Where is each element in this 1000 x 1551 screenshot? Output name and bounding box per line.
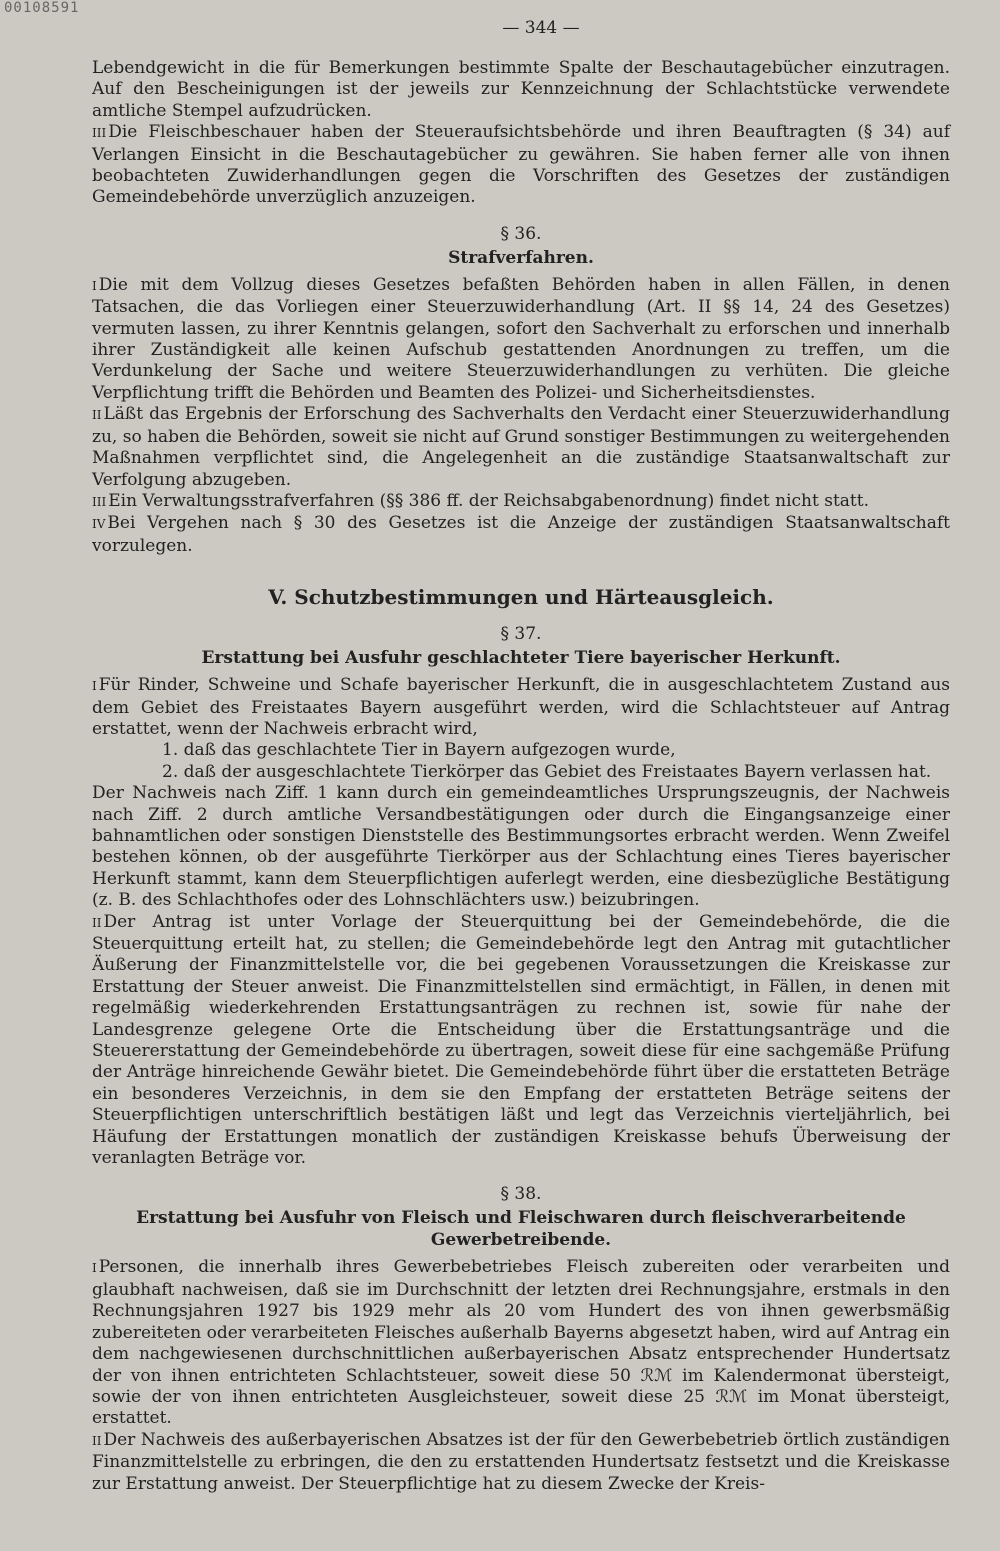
paragraph-roman-numeral: II	[92, 1433, 102, 1448]
paragraph	[92, 783, 950, 911]
paragraph-roman-numeral: II	[92, 408, 102, 423]
paragraph	[92, 404, 950, 491]
paragraph-text: 1. daß das geschlachtete Tier in Bayern aufgezogen wurde,	[162, 740, 676, 761]
paragraph	[92, 1430, 950, 1495]
paragraph	[92, 491, 950, 513]
paragraph-text: Der Antrag ist unter Vorlage der Steuerquittung bei der Gemeindebehörde, die die Steuerquittung erteilt hat, zu stellen; die Gemeindebehörde legt den Antrag mit gutachtlicher Äußerung der Finanzmittelstelle vor, die bei gegebenen Voraussetzungen die Kreiskasse zur Erstattung der Steuer anweist. Die Finanzmittelstellen sind ermächtigt, in Fällen, in denen mit regelmäßig wiederkehrenden Erstattungsanträgen zu rechnen ist, sowie für nahe der Landesgrenze gelegene Orte die Entscheidung über die Erstattungsanträge und die Steuererstattung der Gemeindebehörde zu übertragen, soweit diese für eine sachgemäße Prüfung der Anträge hinreichende Gewähr bietet. Die Gemeindebehörde führt über die erstatteten Beträge ein besonderes Verzeichnis, in dem sie den Empfang der erstatteten Beträge seitens der Steuerpflichtigen unterschriftlich bestätigen läßt und legt das Verzeichnis vierteljährlich, bei Häufung der Erstattungen monatlich der zuständigen Kreiskasse behufs Überweisung der veranlagten Beträge vor.	[92, 911, 950, 1169]
chapter-heading	[92, 585, 950, 609]
section-heading	[92, 647, 950, 669]
section-heading	[92, 1207, 950, 1251]
paragraph-text: Bei Vergehen nach § 30 des Gesetzes ist die Anzeige der zuständigen Staatsanwaltschaft vorzulegen.	[92, 513, 950, 556]
paragraph-roman-numeral: III	[92, 494, 107, 509]
paragraph-text: § 36.	[500, 223, 542, 244]
list-item	[92, 762, 950, 783]
paragraph-text: Ein Verwaltungsstrafverfahren (§§ 386 ff. der Reichsabgabenordnung) findet nicht statt.	[108, 490, 869, 511]
paragraph-text: § 37.	[500, 624, 542, 645]
paragraph-text: § 38.	[500, 1184, 542, 1205]
paragraph	[92, 675, 950, 740]
paragraph-text: 2. daß der ausgeschlachtete Tierkörper das Gebiet des Freistaates Bayern verlassen hat.	[162, 761, 932, 782]
paragraph-text: Für Rinder, Schweine und Schafe bayerischer Herkunft, die in ausgeschlachtetem Zustand aus dem Gebiet des Freistaates Bayern ausgeführt werden, wird die Schlachtsteuer auf Antrag erstattet, wenn der Nachweis erbracht wird,	[92, 675, 950, 739]
paragraph	[92, 513, 950, 557]
paragraph	[92, 275, 950, 404]
list-item	[92, 740, 950, 761]
paragraph-roman-numeral: I	[92, 679, 97, 694]
section-number	[92, 1183, 950, 1205]
archive-stamp: 00108591	[4, 0, 80, 16]
page-number: — 344 —	[502, 18, 580, 38]
paragraph-text: Läßt das Ergebnis der Erforschung des Sachverhalts den Verdacht einer Steuerzuwiderhandlung zu, so haben die Behörden, soweit sie nicht auf Grund sonstiger Bestimmungen zu weitergehenden Maßnahmen verpflichtet sind, die Angelegenheit an die zuständige Staatsanwaltschaft zur Verfolgung abzugeben.	[92, 404, 950, 490]
paragraph-text: Der Nachweis nach Ziff. 1 kann durch ein gemeindeamtliches Ursprungszeugnis, der Nachweis nach Ziff. 2 durch amtliche Versandbestätigungen oder durch die Eingangsanzeige einer bahnamtlichen oder sonstigen Dienststelle des Bestimmungsortes erbracht werden. Wenn Zweifel bestehen können, ob der ausgeführte Tierkörper aus der Schlachtung eines Tieres bayerischer Herkunft stammt, kann dem Steuerpflichtigen auferlegt werden, eine diesbezügliche Bestätigung (z. B. des Schlachthofes oder des Lohnschlächters usw.) beizubringen.	[92, 783, 950, 911]
paragraph-text: Lebendgewicht in die für Bemerkungen bestimmte Spalte der Beschautagebücher einzutragen. Auf den Bescheinigungen ist der jeweils zur Kennzeichnung der Schlachtstücke verwendete amtliche Stempel aufzudrücken.	[92, 58, 950, 121]
paragraph-text: Erstattung bei Ausfuhr von Fleisch und Fleischwaren durch fleischverarbeitende Gewerbetreibende.	[136, 1208, 906, 1251]
paragraph-roman-numeral: IV	[92, 517, 106, 532]
paragraph	[92, 58, 950, 122]
paragraph-roman-numeral: II	[92, 915, 102, 930]
section-number	[92, 623, 950, 645]
paragraph-roman-numeral: I	[92, 278, 97, 293]
paragraph-text: Die Fleischbeschauer haben der Steueraufsichtsbehörde und ihren Beauftragten (§ 34) auf Verlangen Einsicht in die Beschautagebücher zu gewähren. Sie haben ferner alle von ihnen beobachteten Zuwiderhandlungen gegen die Vorschriften des Gesetzes der zuständigen Gemeindebehörde unverzüglich anzuzeigen.	[92, 122, 950, 208]
paragraph-text: V. Schutzbestimmungen und Härteausgleich.	[268, 585, 774, 610]
paragraph-text: Die mit dem Vollzug dieses Gesetzes befaßten Behörden haben in allen Fällen, in denen Tatsachen, die das Vorliegen einer Steuerzuwiderhandlung (Art. II §§ 14, 24 des Gesetzes) vermuten lassen, zu ihrer Kenntnis gelangen, sofort den Sachverhalt zu erforschen und innerhalb ihrer Zuständigkeit alle keinen Aufschub gestattenden Anordnungen zu treffen, um die Verdunkelung der Sache und weitere Steuerzuwiderhandlungen zu verhüten. Die gleiche Verpflichtung trifft die Behörden und Beamten des Polizei- und Sicherheitsdienstes.	[92, 274, 950, 403]
paragraph-roman-numeral: I	[92, 1261, 97, 1276]
document-body	[92, 58, 950, 1495]
paragraph-roman-numeral: III	[92, 126, 107, 141]
paragraph-text: Personen, die innerhalb ihres Gewerbebetriebes Fleisch zubereiten oder verarbeiten und glaubhaft nachweisen, daß sie im Durchschnitt der letzten drei Rechnungsjahre, erstmals in den Rechnungsjahren 1927 bis 1929 mehr als 20 vom Hundert des von ihnen gewerbsmäßig zubereiteten oder verarbeiteten Fleisches außerhalb Bayerns abgesetzt haben, wird auf Antrag ein dem nachgewiesenen durchschnittlichen außerbayerischen Absatz entsprechender Hundertsatz der von ihnen entrichteten Schlachtsteuer, soweit diese 50 ℛℳ im Kalendermonat übersteigt, sowie der von ihnen entrichteten Ausgleichsteuer, soweit diese 25 ℛℳ im Monat übersteigt, erstattet.	[92, 1257, 950, 1429]
paragraph-text: Erstattung bei Ausfuhr geschlachteter Tiere bayerischer Herkunft.	[201, 648, 841, 669]
paragraph-text: Der Nachweis des außerbayerischen Absatzes ist der für den Gewerbebetrieb örtlich zuständigen Finanzmittelstelle zu erbringen, die den zu erstattenden Hundertsatz festsetzt und die Kreiskasse zur Erstattung anweist. Der Steuerpflichtige hat zu diesem Zwecke der Kreis-	[92, 1429, 950, 1494]
section-number	[92, 223, 950, 245]
paragraph	[92, 912, 950, 1170]
section-heading	[92, 247, 950, 269]
paragraph-text: Strafverfahren.	[448, 247, 594, 268]
paragraph	[92, 1257, 950, 1429]
paragraph	[92, 122, 950, 209]
